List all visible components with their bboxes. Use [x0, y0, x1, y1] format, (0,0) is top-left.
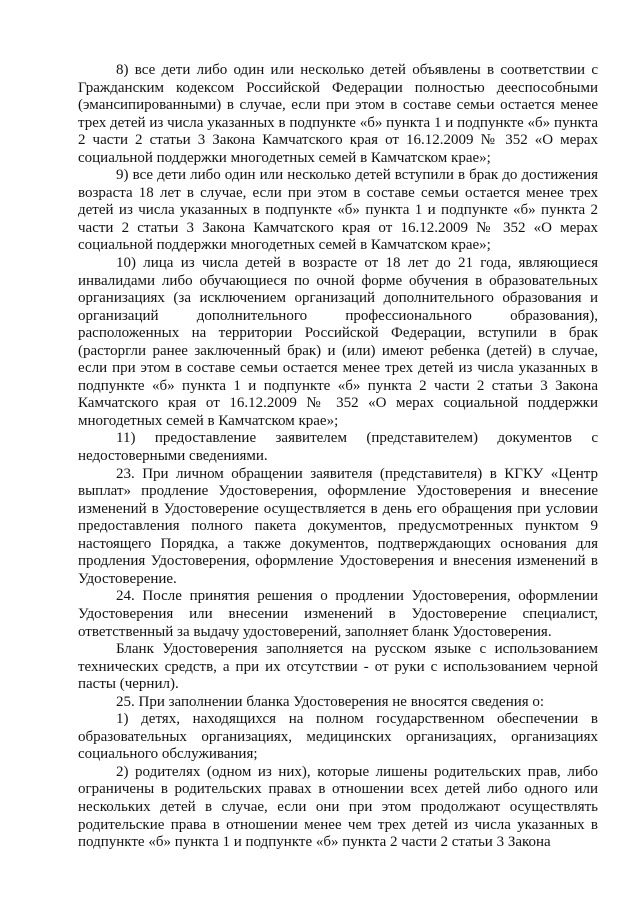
paragraph-form-filling: Бланк Удостоверения заполняется на русском языке с использованием технических средств, а при их отсутствии - от руки с использованием черной пасты (чернил). — [78, 641, 598, 693]
paragraph-subitem-2: 2) родителях (одном из них), которые лишены родительских прав, либо ограничены в родительских правах в отношении всех детей либо одного или нескольких детей в случае, если они при этом продолжают осуществлять родительские права в отношении менее чем трех детей из числа указанных в подпункте «б» пункта 1 и подпункте «б» пункта 2 части 2 статьи 3 Закона — [78, 763, 598, 851]
document-page — [78, 62, 598, 852]
paragraph-item-9: 9) все дети либо один или несколько детей вступили в брак до достижения возраста 18 лет в случае, если при этом в составе семьи остается менее трех детей из числа указанных в подпункте «б» пункта 1 и подпункте «б» пункта 2 части 2 статьи 3 Закона Камчатского края от 16.12.2009 № 352 «О мерах социальной поддержки многодетных семей в Камчатском крае»; — [78, 167, 598, 254]
paragraph-subitem-1: 1) детях, находящихся на полном государственном обеспечении в образовательных организациях, медицинских организациях, организациях социального обслуживания; — [78, 711, 598, 763]
paragraph-item-8: 8) все дети либо один или несколько детей объявлены в соответствии с Гражданским кодексом Российской Федерации полностью дееспособными (эмансипированными) в случае, если при этом в составе семьи остается менее трех детей из числа указанных в подпункте «б» пункта 1 и подпункте «б» пункта 2 части 2 статьи 3 Закона Камчатского края от 16.12.2009 № 352 «О мерах социальной поддержки многодетных семей в Камчатском крае»; — [78, 62, 598, 166]
paragraph-item-11: 11) предоставление заявителем (представителем) документов с недостоверными сведениями. — [78, 430, 598, 465]
paragraph-clause-25: 25. При заполнении бланка Удостоверения не вносятся сведения о: — [116, 693, 545, 710]
paragraph-clause-23: 23. При личном обращении заявителя (представителя) в КГКУ «Центр выплат» продление Удостоверения, оформление Удостоверения и внесение изменений в Удостоверение осуществляется в день его обращения при условии предоставления полного пакета документов, предусмотренных пунктом 9 настоящего Порядка, а также документов, подтверждающих основания для продления Удостоверения, оформление Удостоверения и внесения изменений в Удостоверение. — [78, 465, 598, 587]
paragraph-item-10: 10) лица из числа детей в возрасте от 18 лет до 21 года, являющиеся инвалидами либо обучающиеся по очной форме обучения в образовательных организациях (за исключением организаций дополнительного образования и организаций дополнительного профессионального образования), расположенных на территории Российской Федерации, вступили в брак (расторгли ранее заключенный брак) и (или) имеют ребенка (детей) в случае, если при этом в составе семьи остается менее трех детей из числа указанных в подпункте «б» пункта 1 и подпункте «б» пункта 2 части 2 статьи 3 Закона Камчатского края от 16.12.2009 № 352 «О мерах социальной поддержки многодетных семей в Камчатском крае»; — [78, 255, 598, 429]
paragraph-clause-24: 24. После принятия решения о продлении Удостоверения, оформлении Удостоверения или внесении изменений в Удостоверение специалист, ответственный за выдачу удостоверений, заполняет бланк Удостоверения. — [78, 588, 598, 640]
